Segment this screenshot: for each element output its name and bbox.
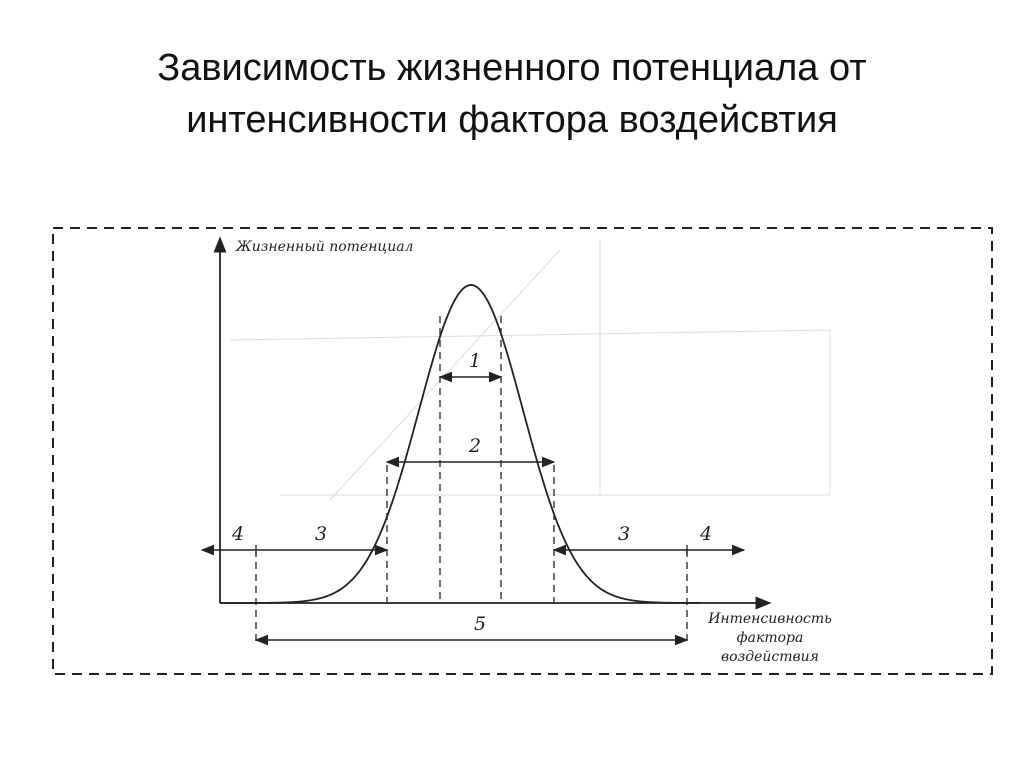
x-axis-label-line-1: Интенсивность (708, 611, 832, 627)
zone-3-right-label: 3 (617, 523, 631, 545)
y-axis-label: Жизненный потенциал (236, 239, 414, 255)
zone-4-right-label: 4 (699, 523, 713, 545)
title-line-2: интенсивности фактора воздейсвтия (186, 99, 838, 141)
zone-1-label: 1 (468, 350, 482, 372)
zone-3-left-label: 3 (314, 523, 328, 545)
title-line-1: Зависимость жизненного потенциала от (157, 47, 867, 89)
dashed-frame (53, 228, 992, 674)
x-axis-label-line-2: фактора (736, 630, 804, 646)
zone-5-label: 5 (473, 613, 487, 635)
x-axis-label-line-3: воздействия (721, 649, 819, 665)
background-ghost (230, 240, 830, 500)
zone-4-left-label: 4 (231, 523, 245, 545)
bell-curve (220, 285, 700, 603)
zone-2-label: 2 (468, 435, 482, 457)
